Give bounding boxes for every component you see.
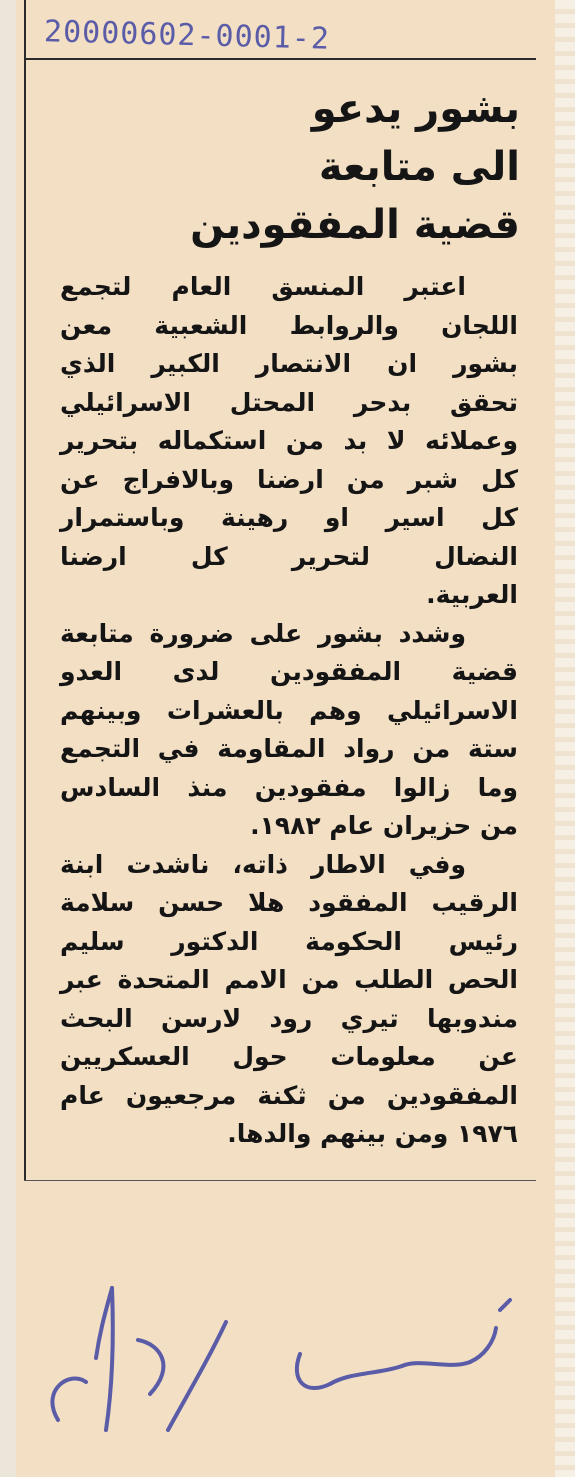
handwritten-stroke	[500, 1300, 510, 1310]
handwritten-stroke	[470, 1328, 496, 1362]
top-rule	[26, 58, 536, 60]
handwritten-stroke	[52, 1378, 86, 1420]
article-body	[60, 268, 518, 1154]
article-line: كل اسير او رهينة وباستمرار	[60, 503, 518, 532]
article-line: ستة من رواد المقاومة في التجمع	[60, 734, 518, 763]
article-line: المفقودين من ثكنة مرجعيون عام	[60, 1080, 518, 1110]
torn-edge	[555, 0, 575, 1477]
article-line: الاسرائيلي وهم بالعشرات وبينهم	[60, 695, 518, 725]
article-line: وفي الاطار ذاته، ناشدت ابنة	[60, 849, 466, 879]
article-line: وشدد بشور على ضرورة متابعة	[60, 618, 466, 648]
headline-line: الى متابعة	[318, 144, 520, 190]
handwritten-stroke	[138, 1340, 163, 1394]
handwritten-stroke	[96, 1288, 112, 1358]
column-rule	[24, 0, 26, 1180]
article-line: وعملائه لا بد من استكماله بتحرير	[60, 426, 518, 455]
article-line: بشور ان الانتصار الكبير الذي	[60, 349, 518, 378]
handwritten-stroke	[402, 1362, 470, 1366]
article-line: الرقيب المفقود هلا حسن سلامة	[60, 888, 518, 917]
article-line: اعتبر المنسق العام لتجمع	[60, 272, 466, 301]
handwritten-stroke	[330, 1366, 402, 1384]
paragraph-3	[60, 846, 518, 1154]
handwritten-stroke	[297, 1354, 330, 1388]
article-line: وما زالوا مفقودين منذ السادس	[60, 772, 518, 802]
handwritten-annotation	[0, 1270, 575, 1450]
archive-code: 20000602-0001-2	[43, 14, 331, 57]
headline-line: قضية المفقودين	[190, 202, 520, 248]
headline	[190, 80, 520, 254]
article-line: من حزيران عام ١٩٨٢.	[250, 811, 518, 840]
bottom-rule	[24, 1180, 536, 1181]
article-line: تحقق بدحر المحتل الاسرائيلي	[60, 387, 518, 417]
article-line: مندوبها تيري رود لارسن البحث	[60, 1003, 518, 1033]
article-line: رئيس الحكومة الدكتور سليم	[60, 926, 518, 956]
handwritten-stroke	[168, 1322, 226, 1430]
article-line: كل شبر من ارضنا وبالافراج عن	[60, 464, 518, 494]
article-line: الحص الطلب من الامم المتحدة عبر	[60, 965, 518, 994]
page-margin	[0, 0, 16, 1477]
article-line: النضال لتحرير كل ارضنا	[60, 541, 518, 571]
paragraph-2	[60, 615, 518, 846]
article-line: العربية.	[426, 580, 518, 609]
article-line: قضية المفقودين لدى العدو	[60, 657, 518, 686]
headline-line: بشور يدعو	[311, 86, 520, 132]
article-line: ١٩٧٦ ومن بينهم والدها.	[227, 1119, 518, 1148]
article-line: عن معلومات حول العسكريين	[60, 1042, 518, 1071]
paragraph-1	[60, 268, 518, 615]
article-line: اللجان والروابط الشعبية معن	[60, 310, 518, 340]
